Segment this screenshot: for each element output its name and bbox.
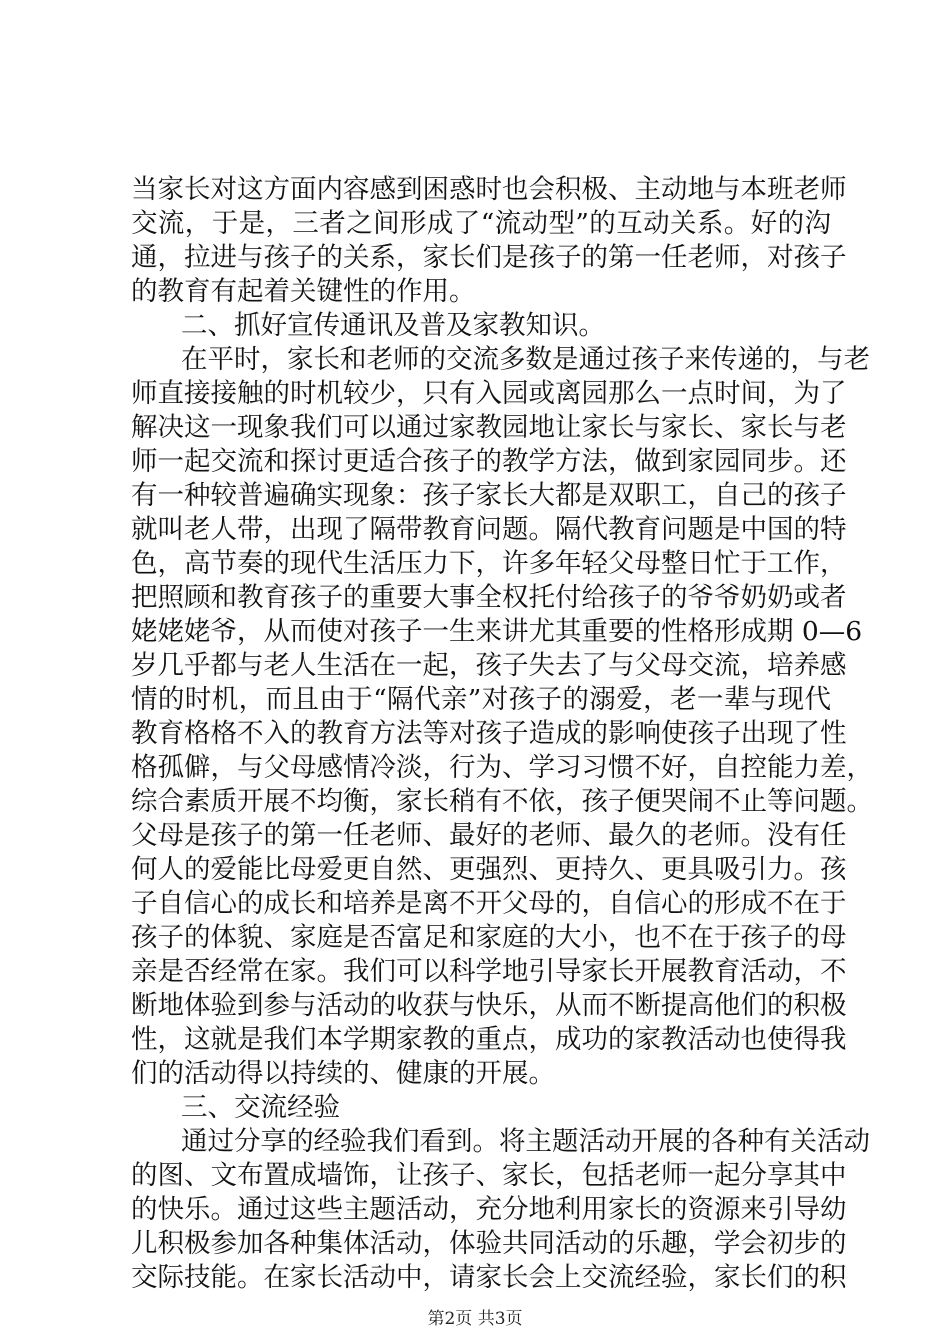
- text-line: 通过分享的经验我们看到。将主题活动开展的各种有关活动: [181, 1126, 870, 1157]
- page-number-footer: 第2页 共3页: [427, 1309, 523, 1329]
- text-line: 师一起交流和探讨更适合孩子的教学方法，做到家园同步。还: [131, 446, 847, 477]
- text-line: 解决这一现象我们可以通过家教园地让家长与家长、家长与老: [131, 412, 847, 443]
- text-line: 综合素质开展不均衡，家长稍有不依，孩子便哭闹不止等问题。: [131, 786, 873, 817]
- text-line: 通，拉进与孩子的关系，家长们是孩子的第一任老师，对孩子: [131, 242, 847, 273]
- section-heading: 二、抓好宣传通讯及普及家教知识。: [181, 310, 605, 341]
- section-heading: 三、交流经验: [181, 1092, 340, 1123]
- text-line: 交际技能。在家长活动中，请家长会上交流经验，家长们的积: [131, 1262, 847, 1293]
- text-line: 姥姥姥爷，从而使对孩子一生来讲尤其重要的性格形成期 0—6: [131, 616, 863, 647]
- text-line: 的快乐。通过这些主题活动，充分地利用家长的资源来引导幼: [131, 1194, 847, 1225]
- text-line: 把照顾和教育孩子的重要大事全权托付给孩子的爷爷奶奶或者: [131, 582, 847, 613]
- text-line: 的图、文布置成墙饰，让孩子、家长，包括老师一起分享其中: [131, 1160, 847, 1191]
- text-line: 色，高节奏的现代生活压力下，许多年轻父母整日忙于工作，: [131, 548, 847, 579]
- text-line: 性，这就是我们本学期家教的重点，成功的家教活动也使得我: [131, 1024, 847, 1055]
- text-line: 当家长对这方面内容感到困惑时也会积极、主动地与本班老师: [131, 174, 847, 205]
- text-line: 情的时机，而且由于“隔代亲”对孩子的溺爱，老一辈与现代: [131, 684, 831, 715]
- text-line: 何人的爱能比母爱更自然、更强烈、更持久、更具吸引力。孩: [131, 854, 847, 885]
- text-line: 亲是否经常在家。我们可以科学地引导家长开展教育活动，不: [131, 956, 847, 987]
- text-line: 就叫老人带，出现了隔带教育问题。隔代教育问题是中国的特: [131, 514, 847, 545]
- text-line: 子自信心的成长和培养是离不开父母的，自信心的形成不在于: [131, 888, 847, 919]
- text-line: 交流，于是，三者之间形成了“流动型”的互动关系。好的沟: [131, 208, 831, 239]
- text-line: 孩子的体貌、家庭是否富足和家庭的大小，也不在于孩子的母: [131, 922, 847, 953]
- text-line: 在平时，家长和老师的交流多数是通过孩子来传递的，与老: [181, 344, 870, 375]
- text-line: 们的活动得以持续的、健康的开展。: [131, 1058, 555, 1089]
- text-line: 断地体验到参与活动的收获与快乐，从而不断提高他们的积极: [131, 990, 847, 1021]
- text-line: 岁几乎都与老人生活在一起，孩子失去了与父母交流，培养感: [131, 650, 847, 681]
- text-line: 有一种较普遍确实现象：孩子家长大都是双职工，自己的孩子: [131, 480, 847, 511]
- text-line: 师直接接触的时机较少，只有入园或离园那么一点时间，为了: [131, 378, 847, 409]
- text-line: 格孤僻，与父母感情冷淡，行为、学习习惯不好，自控能力差，: [131, 752, 873, 783]
- text-line: 儿积极参加各种集体活动，体验共同活动的乐趣，学会初步的: [131, 1228, 847, 1259]
- text-line: 的教育有起着关键性的作用。: [131, 276, 476, 307]
- text-line: 父母是孩子的第一任老师、最好的老师、最久的老师。没有任: [131, 820, 847, 851]
- text-line: 教育格格不入的教育方法等对孩子造成的影响使孩子出现了性: [131, 718, 847, 749]
